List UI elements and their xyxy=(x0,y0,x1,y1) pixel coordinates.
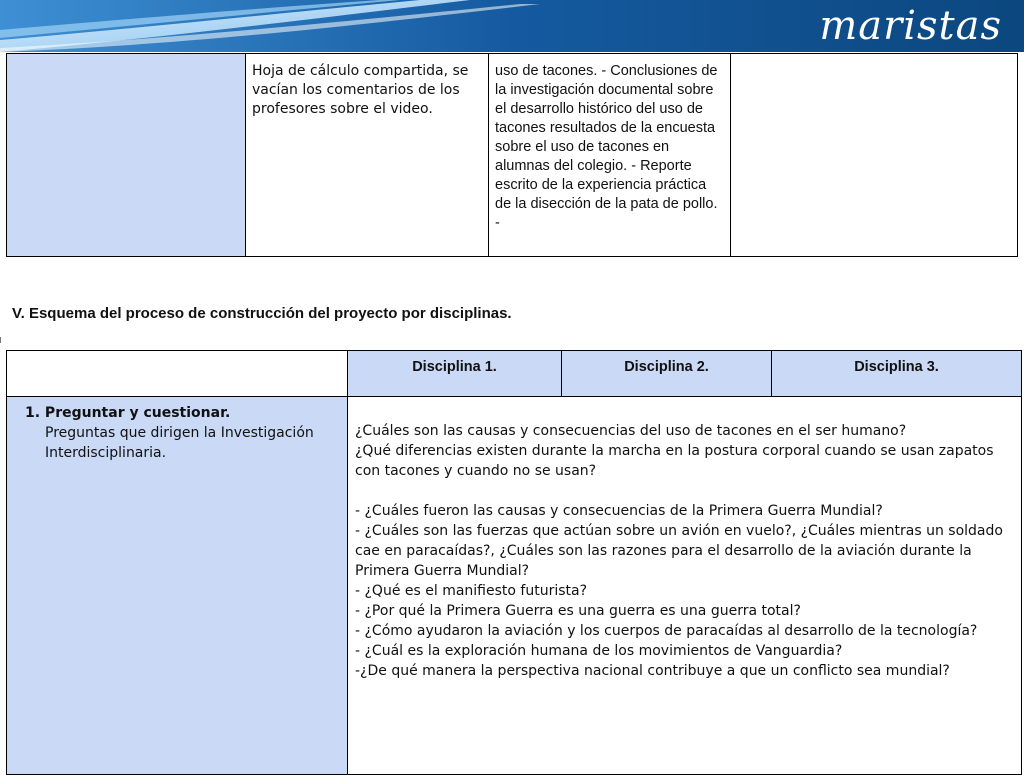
header-banner xyxy=(0,0,1024,52)
question-line: - ¿Por qué la Primera Guerra es una guerra es una guerra total? xyxy=(355,603,801,619)
row-title: 1. Preguntar y cuestionar. xyxy=(25,405,231,421)
margin-mark xyxy=(0,337,5,343)
table-cell-evidence: Hoja de cálculo compartida, se vacían los comentarios de los profesores sobre el video. xyxy=(246,54,489,257)
questions-cell xyxy=(348,397,1022,775)
question-line: -¿De qué manera la perspectiva nacional contribuye a que un conflicto sea mundial? xyxy=(355,663,950,679)
table-cell-empty xyxy=(731,54,1018,257)
spacer xyxy=(355,481,1017,501)
section-title: V. Esquema del proceso de construcción del proyecto por disciplinas. xyxy=(12,305,512,322)
question-line: - ¿Qué es el manifiesto futurista? xyxy=(355,583,588,599)
question-line: - ¿Cómo ayudaron la aviación y los cuerpos de paracaídas al desarrollo de la tecnología? xyxy=(355,623,978,639)
table-row xyxy=(7,54,1018,257)
row-label-cell xyxy=(7,397,348,775)
header-discipline-2: Disciplina 2. xyxy=(562,351,772,397)
header-cell-empty xyxy=(7,351,348,397)
question-line: - ¿Cuáles fueron las causas y consecuencias de la Primera Guerra Mundial? xyxy=(355,503,883,519)
table-cell-products: uso de tacones. - Conclusiones de la investigación documental sobre el desarrollo histórico del uso de tacones resultados de la encuesta sobre el uso de tacones en alumnas del colegio. - Reporte escrito de la experiencia práctica de la disección de la pata de pollo. - xyxy=(489,54,731,257)
disciplines-table xyxy=(6,350,1022,775)
row-subtitle: Preguntas que dirigen la Investigación Interdisciplinaria. xyxy=(45,425,314,461)
question-line: - ¿Cuáles son las fuerzas que actúan sobre un avión en vuelo?, ¿Cuáles mientras un soldado cae en paracaídas?, ¿Cuáles son las razones para el desarrollo de la aviación durante la Primera Guerra Mundial? xyxy=(355,523,1003,579)
table-row xyxy=(7,397,1022,775)
question-line: - ¿Cuál es la exploración humana de los movimientos de Vanguardia? xyxy=(355,643,843,659)
question-line: ¿Qué diferencias existen durante la marcha en la postura corporal cuando se usan zapatos con tacones y cuando no se usan? xyxy=(355,443,994,479)
top-table xyxy=(6,53,1018,257)
table-cell-blank xyxy=(7,54,246,257)
table-header-row xyxy=(7,351,1022,397)
maristas-logo: maristas xyxy=(819,3,1002,49)
question-line: ¿Cuáles son las causas y consecuencias del uso de tacones en el ser humano? xyxy=(355,423,907,439)
header-discipline-3: Disciplina 3. xyxy=(772,351,1022,397)
header-discipline-1: Disciplina 1. xyxy=(348,351,562,397)
